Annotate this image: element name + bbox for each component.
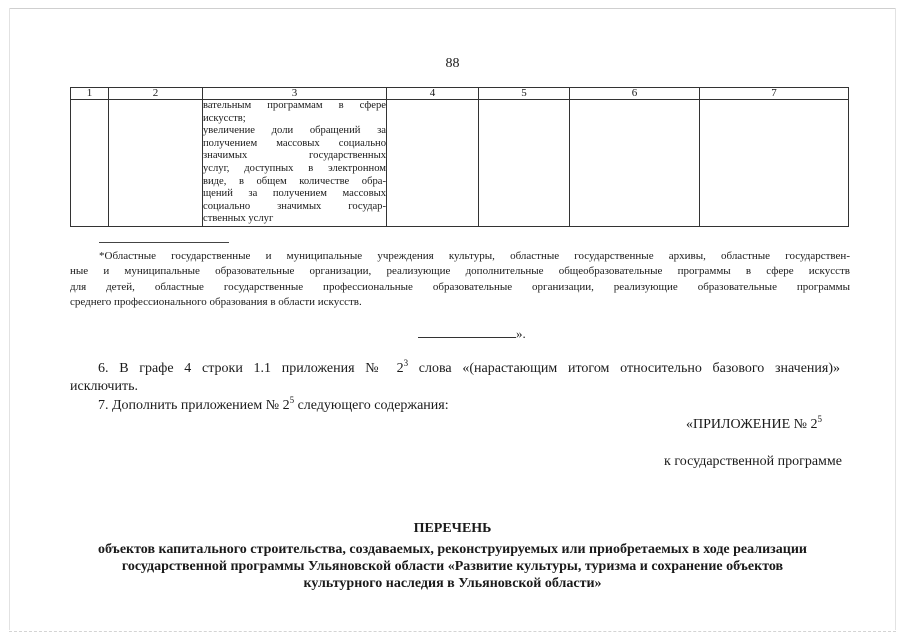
cell-text-line: значимых государственных [203,150,386,162]
heading-line: культурного наследия в Ульяновской области» [303,576,602,591]
cell-text-line: виде, в общем количестве обра- [203,175,386,187]
column-header: 1 [71,88,109,100]
heading-line: объектов капитального строительства, создаваемых, реконструируемых или приобретаемых в ходе реализации [98,542,807,557]
paragraph-text: 6. В графе 4 строки 1.1 приложения № 2 [98,361,404,376]
heading-line: государственной программы Ульяновской области «Развитие культуры, туризма и сохранение объектов [121,559,784,574]
closing-quote: ». [516,326,526,341]
paragraph-6-line-2: исключить. [70,379,138,394]
document-heading-subtitle [0,541,905,592]
document-heading-title: ПЕРЕЧЕНЬ [413,521,492,536]
column-header: 7 [700,88,849,100]
table-cell [71,100,109,227]
column-header: 6 [570,88,700,100]
page-number: 88 [445,56,460,71]
column-header: 3 [203,88,387,100]
indicator-description-cell [203,100,387,227]
table-cell [109,100,203,227]
cell-text-line: получением массовых социально [203,137,386,149]
table-cell [387,100,479,227]
paragraph-text: 7. Дополнить приложением № 2 [98,398,290,413]
page-border-bottom [9,631,896,632]
paragraph-text: слова «(нарастающим итогом относительно базового значения)» [408,361,840,376]
footnote-line: среднего профессионального образования в области искусств. [70,296,362,309]
cell-text-line: ственных услуг [203,213,274,225]
appendix-label-text: «ПРИЛОЖЕНИЕ № 2 [686,417,818,432]
superscript: 3 [403,358,409,368]
table-cell [700,100,849,227]
table-row [71,100,849,227]
cell-text-line: социально значимых государ- [203,200,386,212]
insertion-end-mark [418,326,526,342]
table-cell [479,100,570,227]
footnote-separator [99,242,229,243]
cell-text-line: щений за получением массовых [203,188,386,200]
footnote [70,249,850,311]
page-border-top [9,8,896,9]
superscript: 5 [817,414,822,424]
cell-text-line: вательным программам в сфере [203,100,386,111]
superscript: 5 [289,395,295,405]
continuation-table [70,87,849,227]
table-header-row [71,88,849,100]
table-cell [570,100,700,227]
column-header: 2 [109,88,203,100]
column-header: 5 [479,88,570,100]
appendix-subtitle: к государственной программе [664,454,842,469]
blank-line [418,326,516,338]
cell-text-line: увеличение доли обращений за [203,125,386,137]
cell-text-line: услуг, доступных в электронном [203,162,386,174]
cell-text-line: искусств; [203,112,246,124]
column-header: 4 [387,88,479,100]
appendix-label [686,414,822,433]
footnote-line: для детей, областные государственные профессиональные образовательные организации, реализующие образовательные программы [70,280,850,293]
footnote-line: *Областные государственные и муниципальные учреждения культуры, областные государственные архивы, областные государствен- [99,250,850,262]
paragraph-6-line-1 [98,358,840,377]
paragraph-7 [98,395,449,414]
footnote-line: ные и муниципальные образовательные организации, реализующие дополнительные общеобразовательные программы в сфере искусств [70,265,850,278]
paragraph-text: следующего содержания: [294,398,449,413]
